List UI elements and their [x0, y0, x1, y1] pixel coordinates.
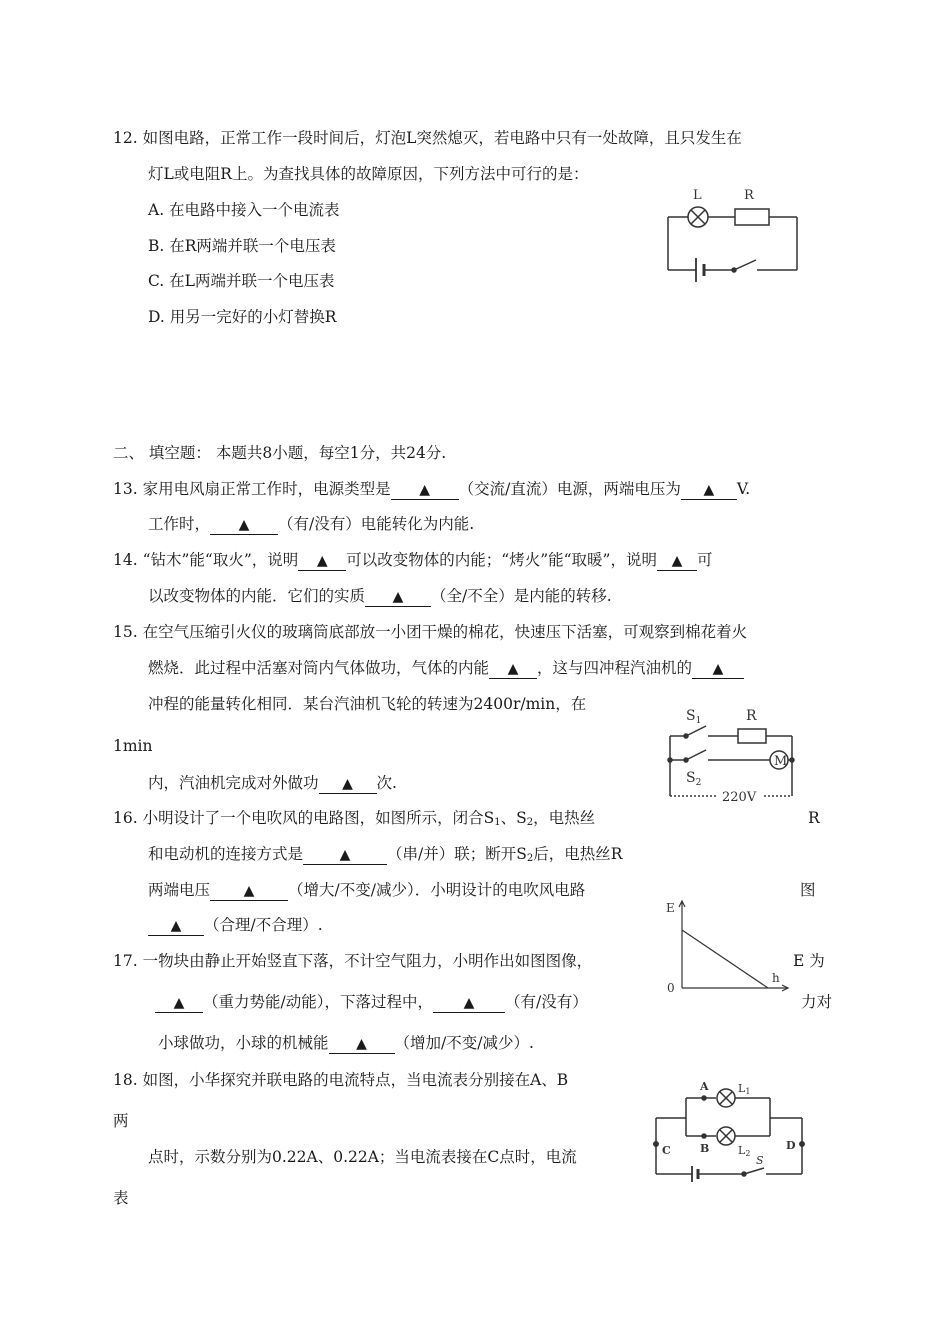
q16-line4	[148, 915, 323, 936]
q12-line1: 12. 如图电路，正常工作一段时间后，灯泡L突然熄灭，若电路中只有一处故障，且只发生在	[113, 129, 742, 147]
answer-blank[interactable]: ▲	[681, 480, 737, 500]
q16-sep: 、	[500, 809, 517, 827]
q16-s1: S	[483, 809, 495, 827]
q13-text-2: （交流/直流）电源，两端电压为	[458, 480, 681, 498]
graph-y-label: E	[666, 901, 675, 915]
graph-x-label: h	[772, 971, 780, 985]
q18-line2: 两	[113, 1112, 129, 1130]
q15-text-3: ，这与四冲程汽油机的	[537, 659, 693, 677]
q17-force-fragment: 力对	[801, 993, 833, 1011]
q14-text-4: 以改变物体的内能．它们的实质	[148, 587, 366, 605]
resistor-r-symbol	[738, 729, 766, 743]
resistor-label: R	[744, 188, 754, 203]
q16-s2: S	[516, 809, 527, 827]
q17-energy-height-graph	[664, 898, 794, 998]
q13-text-5: （有/没有）电能转化为内能.	[278, 515, 475, 533]
q16-tu-fragment: 图	[800, 881, 816, 899]
point-b-label: B	[700, 1142, 710, 1155]
q12-option-c: C. 在L两端并联一个电压表	[148, 272, 335, 290]
q14-line2	[148, 586, 612, 607]
q17-line2	[155, 992, 588, 1013]
l2-label: L2	[738, 1144, 751, 1158]
answer-blank[interactable]: ▲	[365, 587, 431, 607]
q15-text-6: 内，汽油机完成对外做功	[148, 774, 319, 792]
q15-line5	[148, 773, 397, 794]
switch-s1-symbol	[686, 726, 706, 736]
q17-e-fragment: E 为	[793, 952, 825, 970]
q12-option-b: B. 在R两端并联一个电压表	[148, 237, 336, 255]
section2-heading: 二、 填空题： 本题共8小题，每空1分，共24分.	[113, 444, 447, 462]
point-d-label: D	[786, 1139, 796, 1152]
q15-line3: 冲程的能量转化相同．某台汽油机飞轮的转速为2400r/min，在	[148, 695, 587, 713]
q14-text-2: 可以改变物体的内能；“烤火”能“取暖”，说明	[346, 551, 657, 569]
s2-label: $S_2$	[686, 770, 702, 788]
q15-text-7: 次.	[376, 774, 397, 792]
q17-text-3: （重力势能/动能），下落过程中，	[203, 993, 433, 1011]
q18-parallel-circuit-diagram	[650, 1078, 810, 1188]
q16-text-8: （增大/不变/减少）．小明设计的电吹风电路	[288, 881, 586, 899]
energy-line	[682, 930, 768, 988]
answer-blank[interactable]: ▲	[657, 551, 697, 571]
q16-r-fragment: R	[808, 809, 820, 827]
answer-blank[interactable]: ▲	[210, 881, 288, 901]
answer-blank[interactable]: ▲	[298, 551, 346, 571]
s1-label: $S_1$	[686, 708, 702, 726]
answer-blank[interactable]: ▲	[155, 993, 203, 1013]
q16-text-10: （合理/不合理）.	[204, 916, 323, 934]
graph-origin-label: 0	[667, 981, 675, 995]
q16-circuit-diagram	[664, 700, 800, 810]
q16-text-4: 和电动机的连接方式是	[148, 845, 304, 863]
point-a-label: A	[700, 1080, 709, 1093]
resistor-r-symbol	[735, 209, 769, 225]
q12-option-a: A. 在电路中接入一个电流表	[148, 201, 340, 219]
answer-blank[interactable]: ▲	[391, 480, 459, 500]
answer-blank[interactable]: ▲	[489, 659, 537, 679]
switch-s-label: S	[756, 1154, 764, 1167]
q16-s2-sub-2: 2	[526, 853, 534, 864]
q17-text-7: （增加/不变/减少）.	[394, 1034, 534, 1052]
answer-blank[interactable]: ▲	[433, 993, 505, 1013]
q16-text-5: （串/并）联；断开S	[387, 845, 527, 863]
q13-text-4: 工作时，	[148, 515, 211, 533]
r-label: R	[746, 708, 757, 724]
q18-line4: 表	[113, 1189, 129, 1207]
q16-line3	[148, 880, 585, 901]
q16-text-6: 后，电热丝R	[533, 845, 623, 863]
q17-line3	[158, 1033, 534, 1054]
q16-line1	[113, 808, 595, 833]
q18-line3: 点时，示数分别为0.22A、0.22A；当电流表接在C点时，电流	[148, 1148, 577, 1166]
answer-blank[interactable]: ▲	[210, 515, 278, 535]
q15-text-2: 燃烧．此过程中活塞对筒内气体做功，气体的内能	[148, 659, 490, 677]
point-c-label: C	[662, 1144, 671, 1157]
q12-circuit-diagram	[660, 180, 805, 295]
q16-text-7: 两端电压	[148, 881, 211, 899]
q15-line1: 15. 在空气压缩引火仪的玻璃筒底部放一小团干燥的棉花，快速压下活塞，可观察到棉花着火	[113, 623, 748, 641]
answer-blank[interactable]: ▲	[329, 1034, 395, 1054]
q13-line1	[113, 479, 750, 500]
q16-text-2: ，电热丝	[533, 809, 596, 827]
q16-s1-sub: 1	[494, 817, 501, 828]
q14-text-5: （全/不全）是内能的转移.	[431, 587, 612, 605]
q17-line1: 17. 一物块由静止开始竖直下落，不计空气阻力，小明作出如图图像，	[113, 952, 593, 970]
q16-s2-sub: 2	[526, 817, 534, 828]
q13-text-3: V.	[736, 480, 751, 498]
answer-blank[interactable]: ▲	[692, 659, 744, 679]
q15-line4: 1min	[113, 737, 153, 755]
answer-blank[interactable]: ▲	[148, 916, 204, 936]
q13-line2	[148, 514, 474, 535]
answer-blank[interactable]: ▲	[319, 774, 377, 794]
voltage-label: 220V	[722, 790, 757, 805]
q14-line1	[113, 550, 713, 571]
q16-text-1: 16. 小明设计了一个电吹风的电路图，如图所示，闭合	[113, 809, 484, 827]
lamp-label: L	[693, 188, 702, 203]
q17-text-6: 小球做功，小球的机械能	[158, 1034, 329, 1052]
q18-line1: 18. 如图，小华探究并联电路的电流特点，当电流表分别接在A、B	[113, 1071, 569, 1089]
q14-text-1: 14. “钻木”能“取火”，说明	[113, 551, 299, 569]
q15-line2	[148, 658, 744, 679]
q14-text-3: 可	[696, 551, 713, 569]
q12-option-d: D. 用另一完好的小灯替换R	[148, 308, 337, 326]
m-label: M	[774, 754, 788, 769]
q12-line2: 灯L或电阻R上。为查找具体的故障原因，下列方法中可行的是：	[148, 165, 589, 183]
q17-text-4: （有/没有）	[504, 993, 588, 1011]
switch-s-symbol	[744, 1168, 764, 1174]
answer-blank[interactable]: ▲	[303, 845, 387, 865]
l1-label: L1	[738, 1082, 751, 1096]
q13-text-1: 13. 家用电风扇正常工作时，电源类型是	[113, 480, 391, 498]
switch-s2-symbol	[686, 750, 706, 760]
q16-line2	[148, 844, 622, 869]
switch-symbol	[734, 260, 756, 270]
